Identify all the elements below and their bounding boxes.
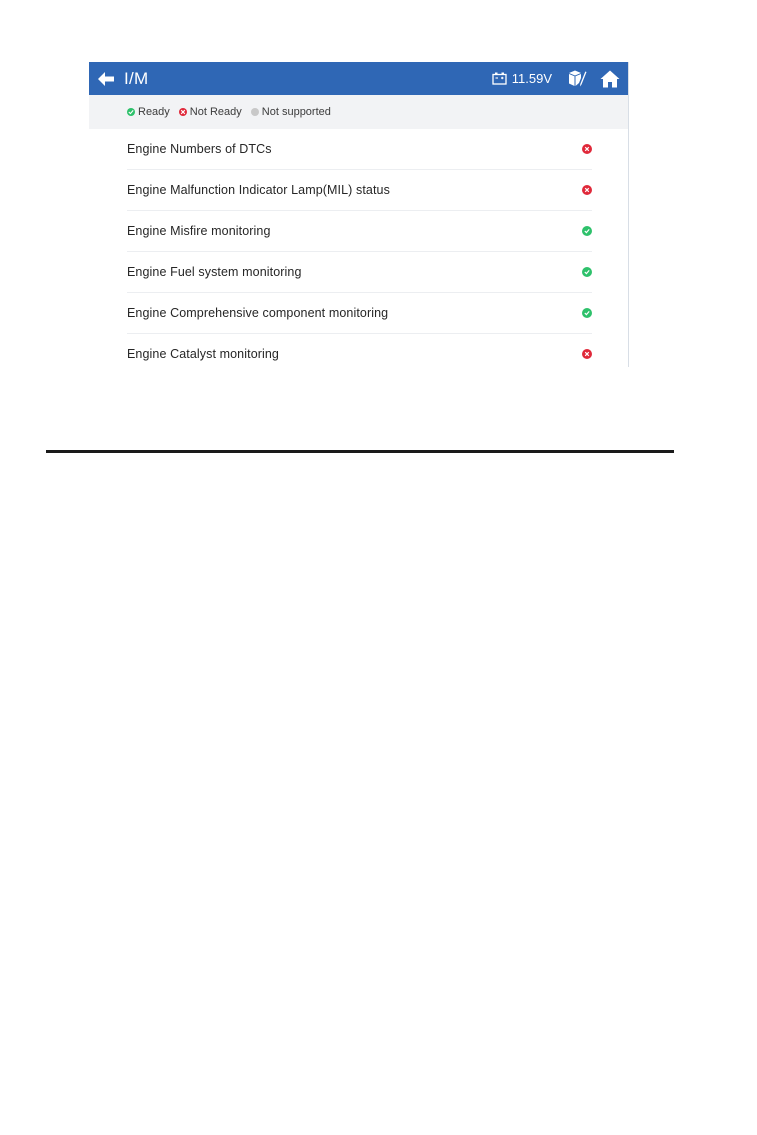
legend-label: Not Ready [189,106,242,118]
device-screen [89,62,629,367]
status-legend [89,95,628,129]
legend-item-not-ready [179,106,242,118]
toolbox-button[interactable] [566,67,590,91]
item-label: Engine Misfire monitoring [127,224,271,238]
home-button[interactable] [598,67,622,91]
battery-voltage: 11.59V [511,71,552,86]
app-bar [89,62,628,95]
home-icon [599,69,621,89]
arrow-left-icon [97,71,115,87]
check-circle-icon [582,308,592,318]
legend-item-not-supported [251,106,331,118]
x-circle-icon [179,108,187,116]
legend-label: Not supported [261,106,331,118]
check-circle-icon [127,108,135,116]
battery-status [492,71,552,86]
item-label: Engine Comprehensive component monitoring [127,306,389,320]
battery-icon [492,72,507,85]
check-circle-icon [582,226,592,236]
x-circle-icon [582,144,592,154]
legend-item-ready [127,106,170,118]
list-item[interactable] [127,334,592,367]
monitor-list [89,129,628,367]
box-wrench-icon [567,69,589,89]
list-item[interactable] [127,211,592,252]
x-circle-icon [582,185,592,195]
item-label: Engine Numbers of DTCs [127,142,272,156]
legend-label: Ready [138,106,170,118]
back-button[interactable] [95,68,117,90]
page-title: I/M [124,68,149,88]
list-item[interactable] [127,129,592,170]
list-item[interactable] [127,252,592,293]
item-label: Engine Catalyst monitoring [127,347,279,361]
list-item[interactable] [127,293,592,334]
x-circle-icon [582,349,592,359]
item-label: Engine Malfunction Indicator Lamp(MIL) status [127,183,390,197]
item-label: Engine Fuel system monitoring [127,265,302,279]
list-item[interactable] [127,170,592,211]
check-circle-icon [582,267,592,277]
gray-dot-icon [251,108,259,116]
section-divider [46,450,674,453]
